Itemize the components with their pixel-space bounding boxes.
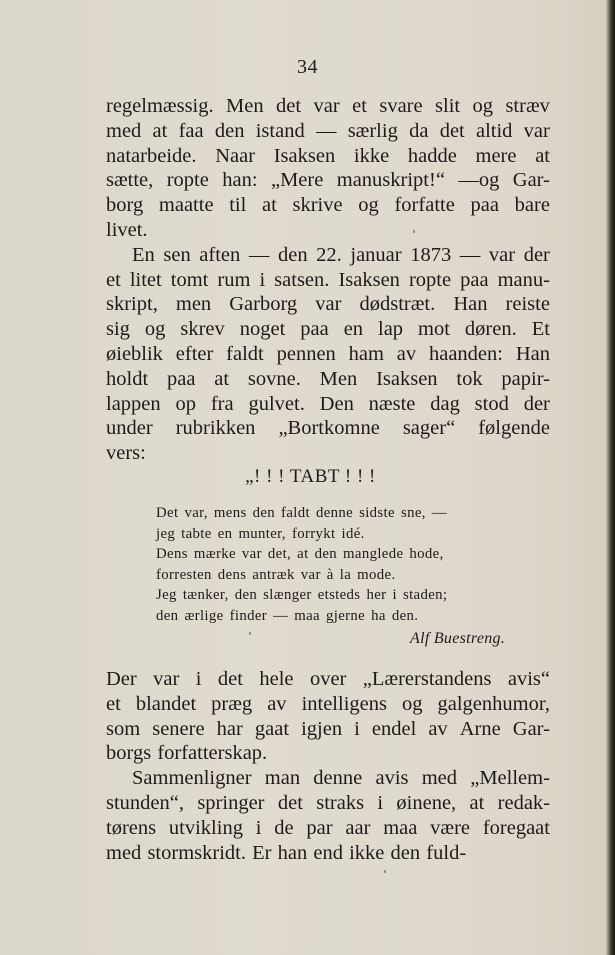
word: paa <box>470 194 499 217</box>
text-line <box>106 193 550 218</box>
word: var <box>153 668 180 690</box>
word: slit <box>435 95 461 117</box>
word: i <box>377 791 384 814</box>
paper-speck <box>413 230 415 233</box>
word: lap <box>378 318 404 341</box>
word: par <box>306 816 333 839</box>
poem-line: Det var, mens den faldt denne sidste sne, — <box>156 505 447 521</box>
word: En <box>132 243 155 266</box>
word: et <box>352 95 367 117</box>
word: januar <box>350 243 402 266</box>
word: blandet <box>135 692 197 715</box>
page-number: 34 <box>297 56 318 78</box>
word: et <box>106 692 121 715</box>
word: gulvet. <box>248 392 305 415</box>
poem-title: „! ! ! TABT ! ! ! <box>245 466 376 487</box>
word: dødstræt. <box>359 293 436 316</box>
word: det <box>217 668 243 690</box>
word: bare <box>514 194 550 217</box>
word: være <box>430 816 471 839</box>
word: de <box>274 816 294 839</box>
text-line <box>106 94 550 119</box>
body-text-top <box>106 94 550 466</box>
word: springer <box>197 791 265 814</box>
word: faa <box>178 119 204 142</box>
word: særlig <box>347 119 398 142</box>
word: intelligens <box>301 692 387 715</box>
word: Isaksen <box>273 144 336 167</box>
poem-line: Jeg tænker, den slænger etsteds her i staden; <box>156 587 448 604</box>
word: i <box>259 268 266 291</box>
word: avis <box>375 767 409 790</box>
word: faldt <box>226 342 264 365</box>
word: med <box>106 841 142 864</box>
text-line <box>106 168 550 193</box>
word: da <box>409 119 429 142</box>
word: lappen <box>106 392 161 415</box>
word: rum <box>217 268 251 291</box>
word: hele <box>259 668 294 690</box>
word: mere <box>475 144 517 167</box>
paper-speck <box>384 870 386 873</box>
word: præg <box>211 692 253 715</box>
word: Han <box>453 293 488 316</box>
word: senere <box>152 717 205 740</box>
text-line <box>106 292 550 317</box>
text-line <box>106 268 550 293</box>
word: tomt <box>170 268 209 291</box>
word: Er <box>252 841 272 864</box>
word: at <box>535 144 550 167</box>
word: denne <box>313 767 363 790</box>
word: redak- <box>497 791 550 814</box>
word: sovne. <box>247 367 301 390</box>
word: var <box>523 119 550 142</box>
poem-line: forresten dens antræk var à la mode. <box>156 566 396 583</box>
word: manu- <box>497 268 550 291</box>
word: straks <box>316 791 365 814</box>
word: den <box>277 243 308 266</box>
word: maatte <box>158 194 214 217</box>
word: Naar <box>215 144 256 167</box>
word: forfatte <box>394 194 455 217</box>
word: var <box>488 243 516 266</box>
paper-speck <box>249 632 251 635</box>
word: istand <box>255 119 305 142</box>
word: paa <box>166 367 196 390</box>
word: ropte <box>408 268 452 291</box>
word: det <box>276 95 302 117</box>
text-line <box>106 791 550 816</box>
word: hadde <box>407 144 457 167</box>
word: et <box>106 268 121 291</box>
word: aar <box>345 816 371 839</box>
word: maa <box>383 816 418 839</box>
word: Men <box>226 95 264 117</box>
word: 1873 <box>410 243 452 266</box>
text-line <box>106 667 550 692</box>
word: skrev <box>180 318 225 341</box>
word: galgenhumor, <box>437 692 550 715</box>
word: endel <box>371 717 417 740</box>
word: „Mere <box>270 169 324 192</box>
word: rubrikken <box>175 417 256 440</box>
poem <box>156 503 516 627</box>
text-line <box>106 144 550 169</box>
word: „Lærerstandens <box>362 668 492 690</box>
word: gaat <box>254 717 290 740</box>
word: — <box>248 243 270 266</box>
word: med <box>106 119 142 142</box>
word: han <box>277 841 308 864</box>
word: efter <box>175 342 214 365</box>
word: Der <box>106 668 137 690</box>
text-line <box>106 741 550 766</box>
word: øinene, <box>396 791 457 814</box>
word: vers: <box>106 442 146 465</box>
word: som <box>106 717 141 740</box>
word: skript, <box>106 293 158 316</box>
word: til <box>229 194 247 217</box>
word: av <box>428 717 448 740</box>
word: ikke <box>349 841 385 864</box>
word: døren. <box>464 318 517 341</box>
word: skrive <box>292 194 343 217</box>
word: aften <box>199 243 241 266</box>
word: Isaksen <box>376 367 438 390</box>
body-text-bottom <box>106 667 550 865</box>
poem-line: den ærlige finder — maa gjerne ha den. <box>156 607 419 624</box>
word: Sammenligner <box>132 767 252 790</box>
word: øieblik <box>106 342 163 365</box>
word: satsen. <box>274 268 330 291</box>
word: reiste <box>505 293 550 316</box>
word: Arne <box>459 717 501 740</box>
word: man <box>264 767 301 790</box>
word: svare <box>379 95 423 117</box>
word: det <box>277 791 303 814</box>
word: 22. <box>316 243 342 266</box>
word: stormskridt. <box>147 841 246 864</box>
word: — <box>315 119 337 142</box>
word: med <box>421 767 458 790</box>
text-line <box>106 317 550 342</box>
word: noget <box>239 318 286 341</box>
word: papir- <box>501 367 550 390</box>
text-line <box>106 367 550 392</box>
word: at <box>152 119 168 142</box>
word: der <box>523 392 550 415</box>
word: —og <box>458 169 500 192</box>
word: pennen <box>276 342 336 365</box>
word: var <box>315 293 342 316</box>
word: følgende <box>478 417 550 440</box>
word: holdt <box>106 367 149 390</box>
word: Et <box>531 318 550 341</box>
text-line <box>106 392 550 417</box>
word: mot <box>418 318 450 341</box>
word: borg <box>106 194 144 217</box>
word: der <box>523 243 550 266</box>
word: manuskript!“ <box>336 169 445 192</box>
word: det <box>439 119 465 142</box>
word: borgs <box>106 742 152 765</box>
word: stræv <box>505 95 550 117</box>
word: og <box>144 318 166 341</box>
word: natarbeide. <box>106 144 197 167</box>
word: dag <box>430 392 460 415</box>
word: av <box>267 692 287 715</box>
word: næste <box>368 392 416 415</box>
word: end <box>313 841 343 864</box>
word: paa <box>460 268 489 291</box>
word: „Bortkomne <box>278 417 380 440</box>
word: livet. <box>106 218 148 241</box>
word: sig <box>106 318 130 341</box>
text-line <box>106 416 550 441</box>
word: av <box>396 342 417 365</box>
text-line <box>106 717 550 742</box>
word: over <box>309 668 347 690</box>
text-line <box>106 218 550 243</box>
word: en <box>343 318 364 341</box>
word: Gar- <box>512 717 550 740</box>
word: haanden: <box>428 342 503 365</box>
word: „Mellem- <box>470 767 550 790</box>
text-line <box>106 841 550 866</box>
word: utvikling <box>168 816 243 839</box>
word: Han <box>515 342 550 365</box>
word: den <box>390 841 421 864</box>
text-line <box>106 766 550 791</box>
word: Isaksen <box>338 268 400 291</box>
poem-signature: Alf Buestreng. <box>410 630 506 647</box>
word: under <box>106 417 153 440</box>
word: i <box>195 668 202 690</box>
word: op <box>175 392 196 415</box>
word: ropte <box>166 169 209 192</box>
poem-line: jeg tabte en munter, forrykt idé. <box>156 525 365 542</box>
word: at <box>262 194 277 217</box>
word: ikke <box>353 144 390 167</box>
text-line <box>106 692 550 717</box>
text-line <box>106 119 550 144</box>
word: Men <box>319 367 358 390</box>
word: — <box>459 243 481 266</box>
word: paa <box>300 318 329 341</box>
word: stunden“, <box>106 791 184 814</box>
word: avis“ <box>507 668 550 690</box>
word: men <box>175 293 212 316</box>
text-line <box>106 342 550 367</box>
word: i <box>255 816 262 839</box>
word: igjen <box>301 717 343 740</box>
word: altid <box>475 119 513 142</box>
word: sager“ <box>402 417 456 440</box>
word: han: <box>222 169 258 192</box>
word: og <box>358 194 379 217</box>
word: at <box>214 367 230 390</box>
word: sætte, <box>106 169 154 192</box>
word: at <box>469 791 485 814</box>
word: den <box>214 119 245 142</box>
text-line <box>106 243 550 268</box>
word: Garborg <box>229 293 298 316</box>
word: stod <box>474 392 509 415</box>
poem-line: Dens mærke var det, at den manglede hode, <box>156 546 444 563</box>
word: i <box>354 717 360 740</box>
word: var <box>313 95 340 117</box>
word: tok <box>456 367 483 390</box>
word: og <box>472 95 494 117</box>
word: og <box>401 692 423 715</box>
word: fuld- <box>426 841 467 864</box>
word: fra <box>210 392 234 415</box>
text-line <box>106 441 550 466</box>
word: sen <box>163 243 191 266</box>
word: foregaat <box>482 816 550 839</box>
text-line <box>106 816 550 841</box>
word: forfatterskap. <box>157 742 268 765</box>
word: Gar- <box>512 169 550 192</box>
word: regelmæssig. <box>106 95 214 117</box>
word: Den <box>319 392 354 415</box>
word: har <box>216 717 243 740</box>
word: litet <box>129 268 162 291</box>
word: ham <box>348 342 384 365</box>
word: tørens <box>106 816 157 839</box>
